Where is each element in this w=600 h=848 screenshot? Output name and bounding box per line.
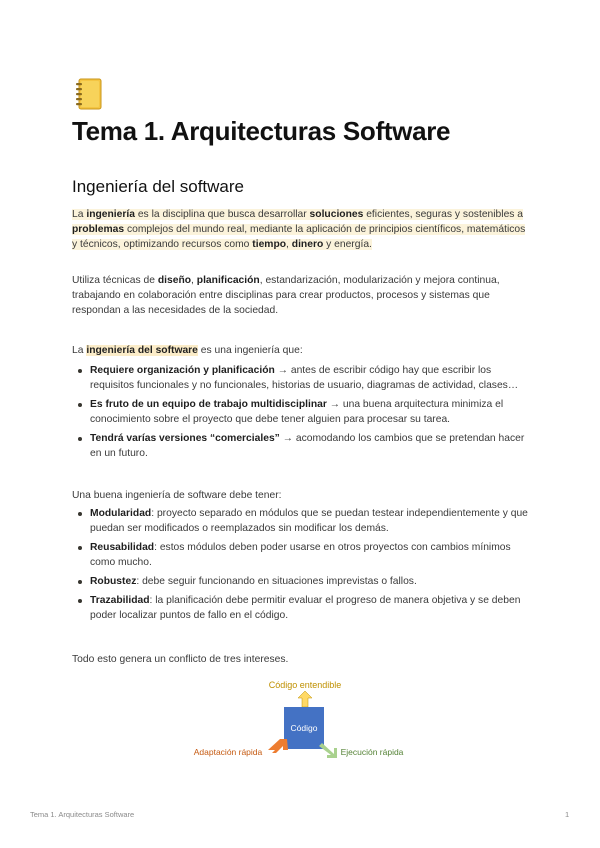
conflict-paragraph: Todo esto genera un conflicto de tres intereses. (72, 654, 289, 665)
qualities-list (72, 506, 534, 627)
list-item: Robustez: debe seguir funcionando en situaciones imprevistas o fallos. (72, 574, 534, 589)
software-engineering-intro: La ingeniería del software es una ingeniería que: (72, 345, 303, 356)
footer-title: Tema 1. Arquitecturas Software (30, 810, 135, 819)
label-ejecucion-rapida: Ejecución rápida (340, 747, 404, 757)
list-item: Requiere organización y planificación → antes de escribir código hay que escribir los requisitos funcionales y no funcionales, historias de usuario, diagramas de actividad, clases… (72, 363, 534, 393)
three-interests-diagram (180, 676, 420, 766)
intro-paragraph (72, 207, 532, 252)
good-software-paragraph: Una buena ingeniería de software debe tener: (72, 490, 282, 501)
notebook-icon (72, 77, 106, 111)
list-item: Es fruto de un equipo de trabajo multidisciplinar → una buena arquitectura minimiza el conocimiento sobre el proyecto que debe tener alguien para procesar su tarea. (72, 397, 534, 427)
list-item: Modularidad: proyecto separado en módulos que se puedan testear independientemente y que puedan ser modificados o reemplazados sin modificar los demás. (72, 506, 534, 536)
codigo-label: Código (290, 723, 318, 733)
label-adaptacion-rapida: Adaptación rápida (193, 747, 263, 757)
list-item: Trazabilidad: la planificación debe permitir evaluar el progreso de manera objetiva y se deben poder localizar puntos de fallo en el código. (72, 593, 534, 623)
list-item: Tendrá varías versiones “comerciales” → acomodando los cambios que se pretendan hacer en un futuro. (72, 431, 534, 461)
page-title: Tema 1. Arquitecturas Software (72, 116, 451, 146)
page-number: 1 (565, 810, 570, 819)
label-codigo-entendible: Código entendible (268, 680, 342, 690)
list-item: Reusabilidad: estos módulos deben poder usarse en otros proyectos con cambios mínimos como mucho. (72, 540, 534, 570)
arrow-up-icon (298, 691, 312, 707)
engineering-traits-list (72, 363, 534, 465)
arrow-down-right-icon (319, 743, 337, 758)
intro-highlight: La ingeniería es la disciplina que busca desarrollar soluciones eficientes, seguras y sostenibles a problemas complejos del mundo real, mediante la aplicación de principios científicos, matemáticos y técnicos, optimizando recursos como tiempo, dinero y energía. (72, 209, 526, 250)
arrow-down-left-icon (268, 739, 288, 753)
techniques-paragraph: Utiliza técnicas de diseño, planificación, estandarización, modularización y mejora continua, trabajando en colaboración entre disciplinas para crear productos, procesos y sistemas que respondan a las necesidades de la sociedad. (72, 275, 500, 316)
section-heading: Ingeniería del software (72, 177, 244, 196)
